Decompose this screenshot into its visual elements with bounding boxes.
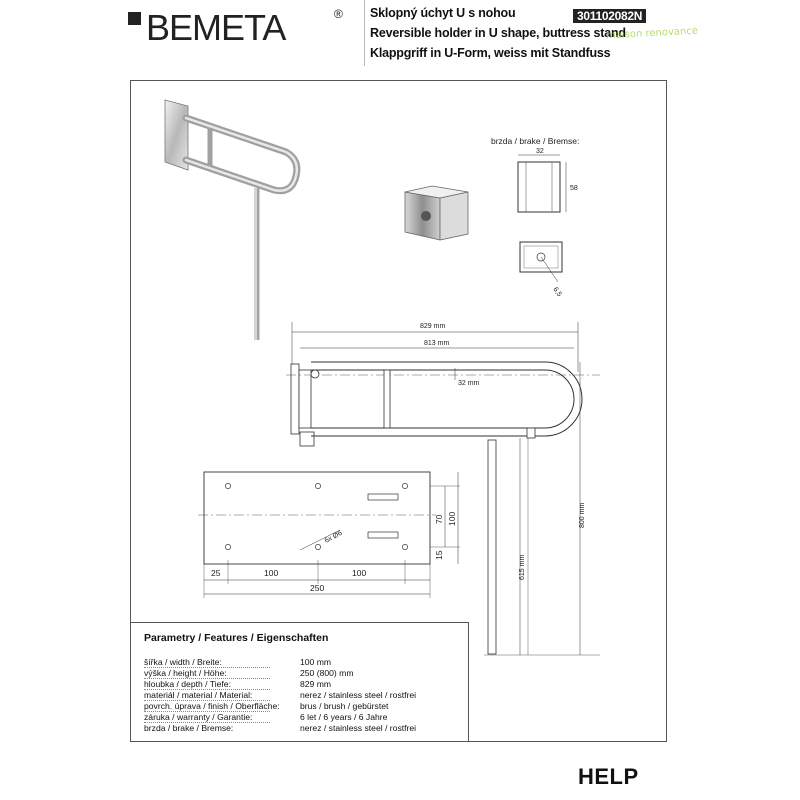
- title-en: Reversible holder in U shape, buttress stand: [370, 26, 626, 40]
- dim-15: 15: [434, 550, 444, 560]
- brake-dim-d: 6,5: [551, 286, 563, 299]
- crossbar-side: [384, 370, 390, 428]
- product-code: 301102082N: [573, 9, 646, 23]
- spec-label: záruka / warranty / Garantie:: [144, 712, 253, 722]
- dim-100b: 100: [352, 568, 367, 578]
- brake-dim-w: 32: [536, 148, 544, 155]
- dim-615: 615 mm: [519, 554, 526, 580]
- spec-value: nerez / stainless steel / rostfrei: [300, 690, 417, 700]
- spec-value: brus / brush / gebürstet: [300, 701, 389, 711]
- leg-side: [488, 440, 496, 654]
- wall-plate-drawing: [198, 472, 460, 598]
- brake-photo: [405, 186, 468, 240]
- logo-registered: ®: [334, 7, 343, 21]
- title-de: Klappgriff in U-Form, weiss mit Standfuss: [370, 46, 611, 60]
- spec-label: výška / height / Höhe:: [144, 668, 227, 678]
- spec-value: 829 mm: [300, 679, 332, 689]
- hinge-foot: [300, 432, 314, 446]
- dim-813: 813 mm: [424, 340, 450, 347]
- u-bar-inner: [311, 370, 574, 428]
- spec-label: hloubka / depth / Tiefe:: [144, 679, 231, 689]
- dim-800: 800 mm: [579, 502, 586, 528]
- spec-value: nerez / stainless steel / rostfrei: [300, 723, 417, 733]
- spec-label: brzda / brake / Bremse:: [144, 723, 234, 733]
- product-photo: [165, 100, 297, 340]
- dim-25: 25: [211, 568, 221, 578]
- parameters-title: Parametry / Features / Eigenschaften: [144, 632, 329, 644]
- dim-829: 829 mm: [420, 323, 446, 330]
- brake-label: brzda / brake / Bremse:: [491, 136, 580, 146]
- brake-drawing: [491, 136, 579, 298]
- spec-value: 250 (800) mm: [300, 668, 354, 678]
- brake-photo-hole: [421, 211, 431, 221]
- dim-70: 70: [434, 514, 444, 524]
- spec-label: šířka / width / Breite:: [144, 657, 222, 667]
- wall-plate-outline: [204, 472, 430, 564]
- spec-value: 100 mm: [300, 657, 332, 667]
- watermark: maison renovance: [605, 25, 699, 42]
- spec-value: 6 let / 6 years / 6 Jahre: [300, 712, 388, 722]
- spec-label: povrch. úprava / finish / Oberfläche:: [144, 701, 280, 711]
- brake-photo-side: [440, 192, 468, 240]
- dim-100a: 100: [264, 568, 279, 578]
- dim-holes: 6x Ø6: [323, 529, 344, 545]
- spec-label: materiál / material / Material:: [144, 690, 253, 700]
- photo-u-bar-highlight: [186, 118, 297, 191]
- brake-front-view: [518, 162, 560, 212]
- series-name: HELP: [578, 764, 639, 789]
- wall-plate-side: [291, 364, 299, 434]
- title-cz: Sklopný úchyt U s nohou: [370, 6, 516, 20]
- hinge-block: [299, 370, 311, 428]
- dim-250: 250: [310, 583, 325, 593]
- u-bar-outer: [311, 362, 582, 436]
- brake-dim-h: 58: [570, 185, 578, 192]
- dim-32: 32 mm: [458, 380, 480, 387]
- dim-100v: 100: [447, 511, 457, 526]
- logo-text: BEMETA: [146, 7, 286, 48]
